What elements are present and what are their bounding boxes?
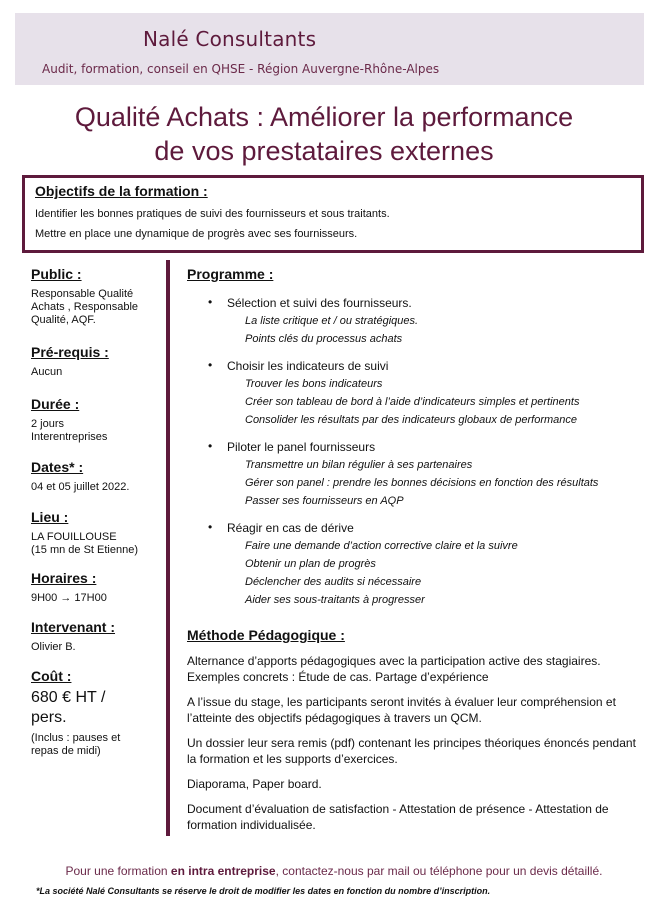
bullet-icon: • [208, 439, 213, 453]
module-subitem: Créer son tableau de bord à l’aide d’indicateurs simples et pertinents [245, 396, 580, 408]
prerequis-label: Pré-requis : [31, 344, 109, 360]
module-title: Choisir les indicateurs de suivi [227, 359, 389, 373]
duree-label: Durée : [31, 396, 80, 412]
prerequis-section [31, 344, 163, 379]
duree-line: Interentreprises [31, 431, 108, 443]
objectives-heading: Objectifs de la formation : [35, 183, 208, 199]
cout-value [31, 688, 163, 728]
module-subitem: Transmettre un bilan régulier à ses partenaires [245, 459, 473, 471]
duree-section [31, 396, 163, 444]
public-value [31, 288, 163, 327]
main-content [187, 266, 637, 833]
info-sidebar [31, 266, 163, 758]
public-label: Public : [31, 266, 82, 282]
cout-note [31, 732, 163, 758]
bullet-icon: • [208, 295, 213, 309]
cout-section [31, 668, 163, 758]
lieu-section [31, 509, 163, 557]
horaires-section [31, 570, 163, 605]
programme-module [187, 521, 637, 607]
module-subitem: Trouver les bons indicateurs [245, 378, 383, 390]
methode-heading: Méthode Pédagogique : [187, 627, 345, 643]
module-title: Réagir en cas de dérive [227, 521, 354, 535]
horaires-value: 9H00 → 17H00 [31, 592, 107, 604]
public-line: Achats , Responsable [31, 301, 139, 313]
cout-note-line: (Inclus : pauses et [31, 732, 121, 744]
page-title [0, 100, 648, 168]
objectives-box [22, 175, 644, 253]
intervenant-label: Intervenant : [31, 619, 116, 635]
horaires-label: Horaires : [31, 570, 97, 586]
module-subitem: Consolider les résultats par des indicateurs globaux de performance [245, 414, 578, 426]
duree-line: 2 jours [31, 418, 65, 430]
methode-paragraph: A l’issue du stage, les participants seront invités à évaluer leur compréhension et l’atteinte des objectifs pédagogiques à travers un QCM. [187, 695, 616, 725]
programme-module [187, 296, 637, 346]
objective-item: Mettre en place une dynamique de progrès avec ses fournisseurs. [35, 228, 358, 240]
module-title: Piloter le panel fournisseurs [227, 440, 376, 454]
cout-label: Coût : [31, 668, 72, 684]
cout-line: 680 € HT / [31, 689, 106, 706]
dates-label: Dates* : [31, 459, 84, 475]
module-subitem: Obtenir un plan de progrès [245, 558, 376, 570]
header-banner [15, 13, 644, 85]
intervenant-section [31, 619, 163, 654]
lieu-label: Lieu : [31, 509, 69, 525]
dates-section [31, 459, 163, 494]
public-line: Responsable Qualité [31, 288, 134, 300]
programme-heading: Programme : [187, 266, 274, 282]
lieu-line: (15 mn de St Etienne) [31, 544, 139, 556]
module-title: Sélection et suivi des fournisseurs. [227, 296, 412, 310]
lieu-value [31, 531, 163, 557]
module-subitem: Gérer son panel : prendre les bonnes décisions en fonction des résultats [245, 477, 599, 489]
programme-module [187, 359, 637, 427]
module-subitem: Passer ses fournisseurs en AQP [245, 495, 404, 507]
cout-note-line: repas de midi) [31, 745, 101, 757]
cout-line: pers. [31, 709, 67, 726]
objective-item: Identifier les bonnes pratiques de suivi des fournisseurs et sous traitants. [35, 208, 390, 220]
intervenant-value: Olivier B. [31, 641, 76, 653]
duree-value [31, 418, 163, 444]
bullet-icon: • [208, 358, 213, 372]
footer-text: Pour une formation [65, 864, 171, 878]
contact-footer [0, 864, 668, 878]
dates-value: 04 et 05 juillet 2022. [31, 481, 130, 493]
public-section [31, 266, 163, 327]
company-name: Nalé Consultants [143, 27, 317, 51]
title-line-1: Qualité Achats : Améliorer la performance [74, 102, 574, 132]
bullet-icon: • [208, 520, 213, 534]
module-subitem: Faire une demande d’action corrective claire et la suivre [245, 540, 518, 552]
footer-highlight: en intra entreprise [170, 864, 276, 878]
public-line: Qualité, AQF. [31, 314, 96, 326]
disclaimer: *La société Nalé Consultants se réserve le droit de modifier les dates en fonction du nombre d’inscription. [36, 886, 491, 896]
programme-module [187, 440, 637, 508]
lieu-line: LA FOUILLOUSE [31, 531, 117, 543]
footer-text: , contactez-nous par mail ou téléphone pour un devis détaillé. [275, 864, 603, 878]
methode-paragraph: Document d’évaluation de satisfaction - Attestation de présence - Attestation de formation individualisée. [187, 802, 609, 832]
column-divider [166, 260, 170, 836]
company-tagline: Audit, formation, conseil en QHSE - Région Auvergne-Rhône-Alpes [42, 62, 440, 76]
module-subitem: Déclencher des audits si nécessaire [245, 576, 422, 588]
methode-paragraph: Diaporama, Paper board. [187, 777, 322, 791]
methode-paragraph: Alternance d’apports pédagogiques avec la participation active des stagiaires. Exemples concrets : Étude de cas. Partage d’expérience [187, 654, 601, 684]
module-subitem: Points clés du processus achats [245, 333, 403, 345]
methode-paragraph: Un dossier leur sera remis (pdf) contenant les principes théoriques énoncés pendant la formation et les supports d’exercices. [187, 736, 636, 766]
title-line-2: de vos prestataires externes [154, 136, 494, 166]
module-subitem: La liste critique et / ou stratégiques. [245, 315, 419, 327]
module-subitem: Aider ses sous-traitants à progresser [245, 594, 425, 606]
prerequis-value: Aucun [31, 366, 63, 378]
